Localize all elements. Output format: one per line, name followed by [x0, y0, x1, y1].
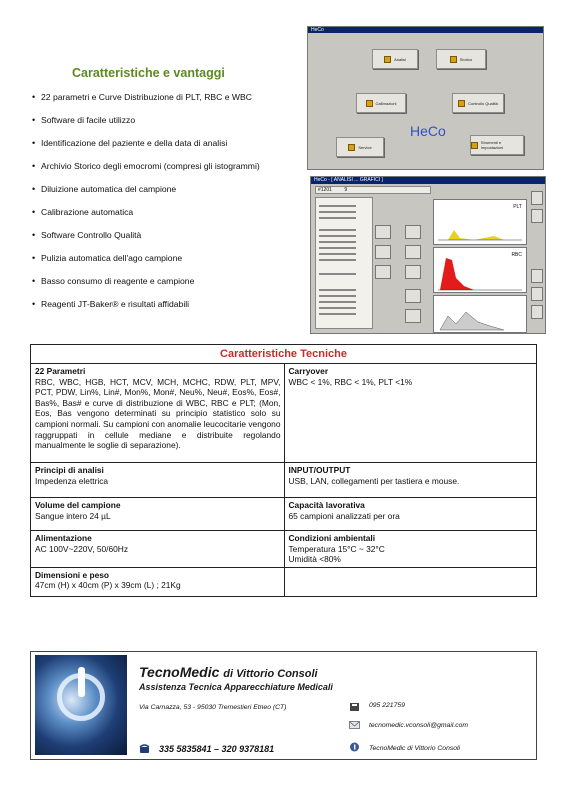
spec-cell	[31, 364, 284, 462]
binoculars-icon	[375, 265, 391, 279]
feature-item: • Identificazione del paziente e della data di analisi	[32, 138, 294, 149]
facebook-icon	[349, 742, 360, 752]
spec-row	[31, 463, 536, 498]
service-icon	[348, 144, 355, 151]
rbc-label: RBC	[511, 252, 522, 258]
stop-icon	[405, 309, 421, 323]
spec-title: Caratteristiche Tecniche	[31, 345, 536, 364]
email-icon	[349, 720, 360, 730]
rbc-histogram	[433, 247, 527, 293]
storico-button: Storico	[436, 49, 486, 69]
controllo-qualita-button: Controllo Qualità	[452, 93, 504, 113]
tools-icon	[471, 142, 478, 149]
spec-heading: Dimensioni e peso	[35, 569, 109, 580]
company-address: Via Carnazza, 53 - 95030 Tremestieri Etneo (CT)	[139, 704, 287, 711]
spec-heading: INPUT/OUTPUT	[288, 465, 351, 475]
phone-icon	[139, 744, 150, 754]
settings-icon	[531, 209, 543, 223]
calibrazioni-button: Calibrazioni	[356, 93, 406, 113]
fax-number: 095 221759	[369, 702, 405, 709]
spec-value: Temperatura 15°C ~ 32°C	[288, 543, 385, 554]
plt-histogram	[433, 199, 527, 245]
results-panel	[315, 197, 373, 329]
report-icon	[405, 245, 421, 259]
refresh-icon	[531, 305, 543, 319]
results-lines	[316, 198, 372, 328]
analisi-button: Analisi	[372, 49, 418, 69]
feature-item: • Calibrazione automatica	[32, 207, 294, 218]
spec-table	[30, 344, 537, 597]
spec-heading: Alimentazione	[35, 533, 92, 543]
company-tagline: Assistenza Tecnica Apparecchiature Medicali	[139, 682, 333, 692]
spec-heading: 22 Parametri	[35, 366, 86, 376]
print-icon	[531, 287, 543, 301]
heco-analysis-screenshot	[310, 176, 546, 334]
spec-cell	[284, 498, 537, 530]
service-button: Service	[336, 137, 384, 157]
email-address[interactable]: tecnomedic.vconsoli@gmail.com	[369, 722, 469, 729]
spec-heading: Carryover	[288, 366, 329, 376]
archive-icon	[450, 56, 457, 63]
phone-numbers: 335 5835841 – 320 9378181	[159, 744, 275, 754]
power-logo-icon	[35, 655, 127, 755]
plt-curve	[434, 200, 526, 244]
company-footer	[30, 651, 537, 760]
spec-heading: Condizioni ambientali	[288, 533, 376, 543]
heco-logo-text: HeCo	[410, 123, 446, 139]
wbc-curve	[434, 296, 526, 332]
spec-row	[31, 364, 536, 463]
feature-item: • Archivio Storico degli emocromi (compresi gli istogrammi)	[32, 161, 294, 172]
spec-cell	[31, 463, 284, 497]
spec-value: AC 100V~220V, 50/60Hz	[35, 543, 129, 554]
feature-item: • Diluizione automatica del campione	[32, 184, 294, 195]
quality-icon	[458, 100, 465, 107]
spec-row	[31, 568, 536, 596]
spec-cell	[31, 568, 284, 596]
heco-menu-screenshot	[307, 26, 544, 170]
spec-value: WBC < 1%, RBC < 1%, PLT <1%	[288, 376, 413, 387]
features-title: Caratteristiche e vantaggi	[72, 66, 225, 80]
window-icon	[375, 225, 391, 239]
spec-row	[31, 531, 536, 568]
spec-heading: Volume del campione	[35, 500, 121, 510]
spec-value: 65 campioni analizzati per ora	[288, 510, 400, 521]
analysis-icon	[384, 56, 391, 63]
feature-item: • Software Controllo Qualità	[32, 230, 294, 241]
spec-cell	[284, 463, 537, 497]
spec-cell	[31, 531, 284, 565]
spec-value: RBC, WBC, HGB, HCT, MCV, MCH, MCHC, RDW, PLT, MPV, PCT, PDW, Lin%, Lin#, Mon%, Mon#, Neu%, Neu#, Eos%, Eos#, Bas%, Bas# e curve di distribuzione di WBC, RBC e PLT; (Mon, Eos, Bas vengono determinati su principio statistico solo su campioni normali. Su campioni con anomalie leucocitarie vengono raggruppati in cellule mediane e distribuite regolando manualmente le soglie di separazione).	[35, 376, 281, 451]
spec-value: Impedenza elettrica	[35, 475, 109, 486]
strumenti-button: Strumenti e Impostazioni	[470, 135, 524, 155]
feature-item: • Software di facile utilizzo	[32, 115, 294, 126]
spec-row	[31, 498, 536, 531]
wbc-histogram	[433, 295, 527, 333]
info-icon	[531, 269, 543, 283]
tools-icon	[405, 265, 421, 279]
spec-heading: Principi di analisi	[35, 465, 104, 475]
spec-cell	[284, 364, 537, 462]
fax-icon	[349, 702, 360, 712]
spec-value: Sangue intero 24 µL	[35, 510, 111, 521]
spec-value: USB, LAN, collegamenti per tastiera e mouse.	[288, 475, 460, 486]
analysis-window-title: HeCo - [ ANALISI ... GRAFICI ]	[311, 177, 545, 184]
feature-item: • 22 parametri e Curve Distribuzione di PLT, RBC e WBC	[32, 92, 294, 103]
window-icon	[405, 225, 421, 239]
feature-item: • Reagenti JT-Baker® e risultati affidabili	[32, 299, 294, 310]
feature-item: • Basso consumo di reagente e campione	[32, 276, 294, 287]
spec-heading: Capacità lavorativa	[288, 500, 365, 510]
spec-value: 47cm (H) x 40cm (P) x 39cm (L) ; 21Kg	[35, 580, 181, 591]
company-name: TecnoMedic di Vittorio Consoli	[139, 664, 318, 680]
spec-cell	[284, 568, 537, 596]
exit-icon	[531, 191, 543, 205]
print-icon	[375, 245, 391, 259]
plt-label: PLT	[513, 204, 522, 210]
spec-cell	[31, 498, 284, 530]
spec-value: Umidità <80%	[288, 554, 341, 565]
facebook-page[interactable]: TecnoMedic di Vittorio Consoli	[369, 745, 461, 752]
document-icon	[405, 289, 421, 303]
calibration-icon	[366, 100, 373, 107]
sample-id-row: #1201 9	[315, 186, 431, 194]
feature-item: • Pulizia automatica dell'ago campione	[32, 253, 294, 264]
menu-window-title: HeCo	[308, 27, 543, 33]
spec-cell	[284, 531, 537, 567]
features-list	[32, 92, 294, 322]
